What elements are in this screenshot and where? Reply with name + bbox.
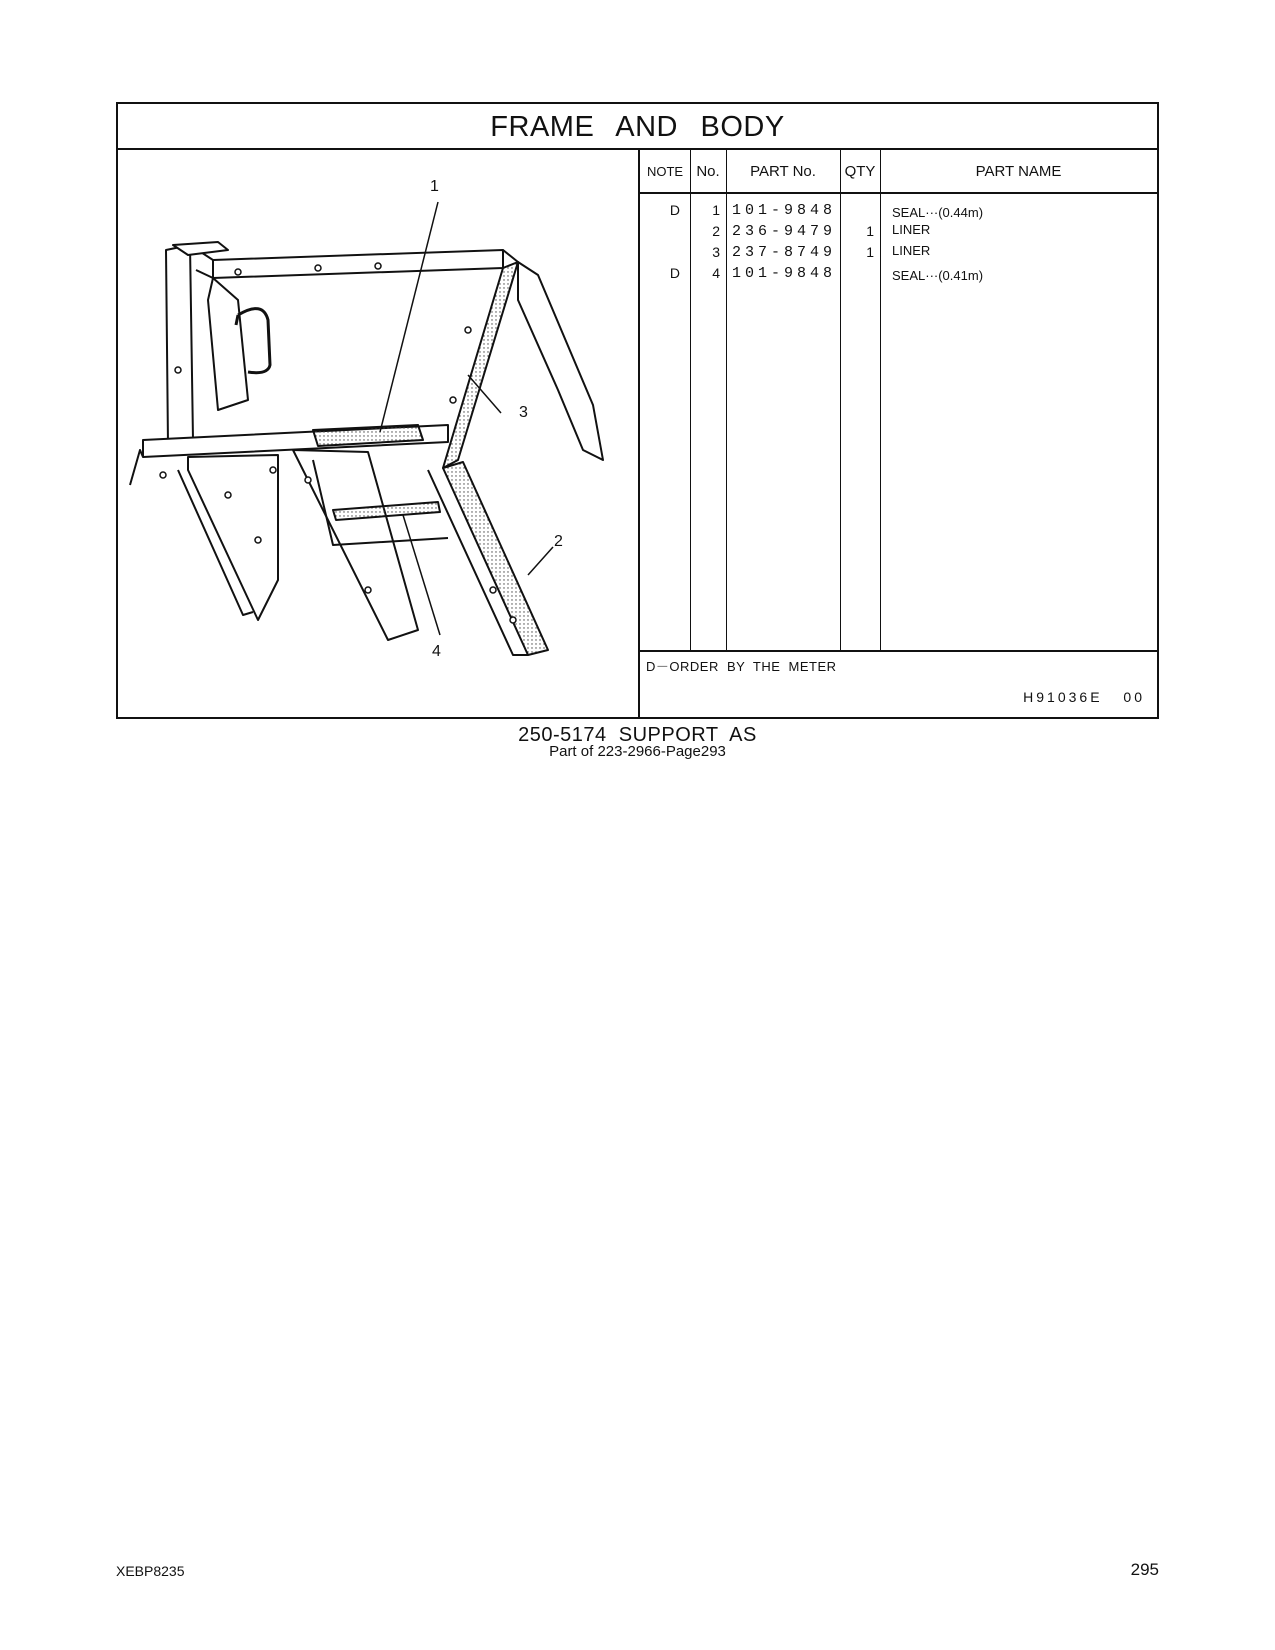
callout-4: 4 bbox=[432, 643, 441, 660]
assembly-title: 250-5174 SUPPORT AS bbox=[518, 724, 757, 746]
notes-area bbox=[640, 650, 1157, 717]
assembly-ref: Part of 223-2966-Page293 bbox=[549, 743, 726, 760]
callout-3: 3 bbox=[519, 404, 528, 421]
header-qty: QTY bbox=[844, 163, 876, 180]
frame-drawing bbox=[118, 150, 638, 715]
parts-frame bbox=[116, 102, 1159, 719]
page-title: FRAME AND BODY bbox=[118, 104, 1157, 150]
drawing-code: H91036E 00 bbox=[1023, 689, 1145, 705]
callout-1: 1 bbox=[430, 178, 439, 195]
header-note: NOTE bbox=[646, 164, 684, 179]
header-part-name: PART NAME bbox=[975, 163, 1062, 180]
parts-table: NOTE No. PART No. QTY PART NAME D 1 101-9848 SEAL···(0.44m) 2 236-9479 1 LINER 3 237-8749 1 LINER D 4 101-9848 SEAL···(0.41m) D－ORDER BY THE METER H91036E 00 bbox=[640, 150, 1157, 717]
callout-2: 2 bbox=[554, 533, 563, 550]
exploded-illustration bbox=[118, 150, 640, 717]
footnote: D－ORDER BY THE METER bbox=[646, 659, 837, 674]
header-no: No. bbox=[696, 163, 720, 180]
page-number: 295 bbox=[1130, 1560, 1159, 1579]
doc-id: XEBP8235 bbox=[116, 1563, 185, 1579]
header-part-no: PART No. bbox=[750, 163, 816, 180]
